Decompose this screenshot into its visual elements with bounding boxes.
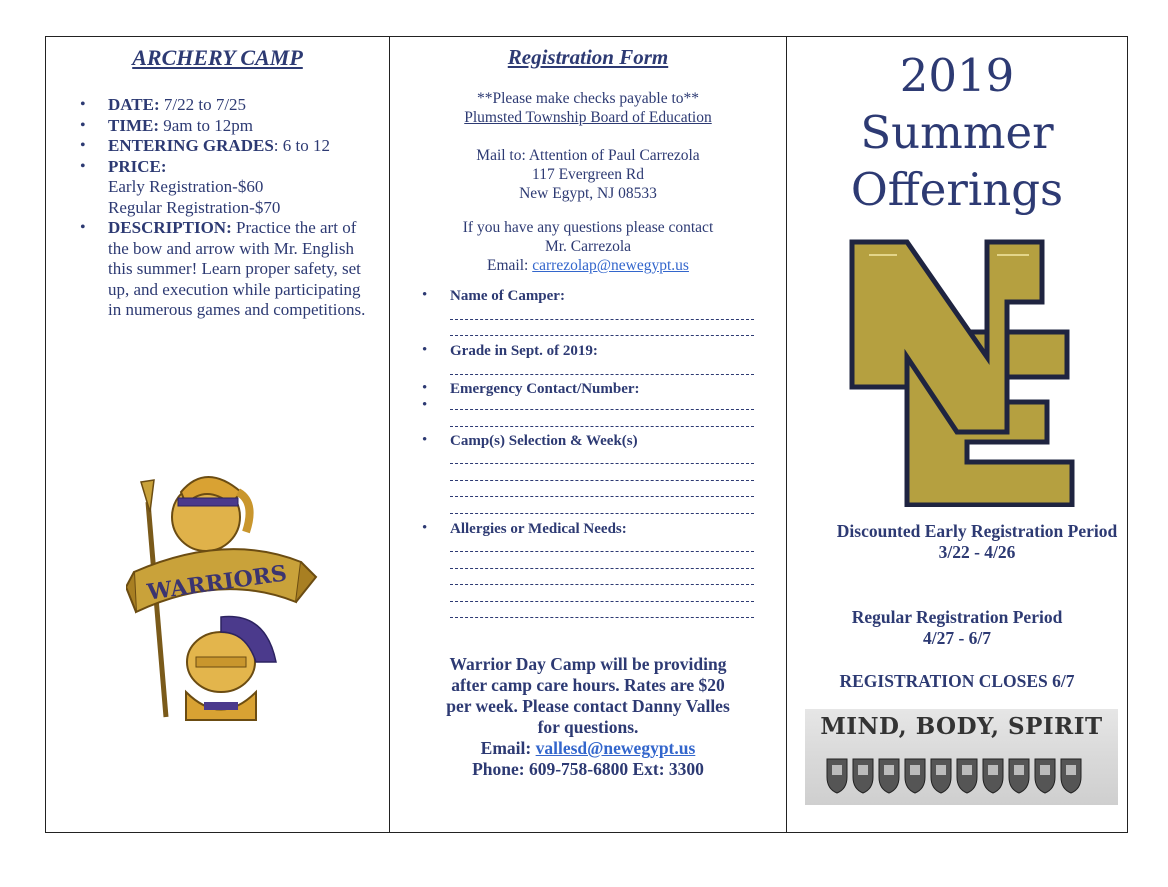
description-item [80, 218, 370, 321]
field-camper-line[interactable] [450, 323, 767, 340]
checks-line: **Please make checks payable to** [476, 90, 700, 107]
description-value: Practice the art of the bow and arrow with Mr. English this summer! Learn proper safety, set up, and execution while participating in numerous games and competitions. [108, 218, 366, 319]
daycamp-email-prefix: Email: [480, 738, 536, 758]
daycamp-email-link[interactable]: vallesd@newegypt.us [535, 738, 696, 758]
registration-title: Registration Form [507, 45, 669, 69]
price-regular: Regular Registration-$70 [108, 197, 281, 217]
field-allergies-line[interactable] [450, 588, 767, 605]
date-label: DATE: [108, 95, 160, 114]
registration-column [390, 37, 786, 832]
mail-line-2: 117 Evergreen Rd [532, 166, 644, 183]
daycamp-phone: Phone: 609-758-6800 Ext: 3300 [472, 759, 704, 779]
mail-block [390, 146, 786, 203]
cover-column [787, 37, 1127, 832]
daycamp-email-line [390, 738, 786, 759]
field-camper-line[interactable] [450, 306, 767, 323]
time-item [80, 116, 370, 137]
mascot-banner-text: WARRIORS [145, 560, 289, 606]
description-label: DESCRIPTION: [108, 218, 232, 237]
payee: Plumsted Township Board of Education [464, 109, 712, 126]
archery-column [46, 37, 389, 832]
price-early: Early Registration-$60 [108, 177, 264, 196]
registration-closes: REGISTRATION CLOSES 6/7 [839, 671, 1075, 691]
field-emergency-lines [422, 397, 767, 430]
mind-body-spirit-banner [805, 709, 1118, 805]
daycamp-text: Warrior Day Camp will be providing after camp care hours. Rates are $20 per week. Please contact Danny Valles for questions. [446, 654, 730, 737]
field-camps-line[interactable] [450, 467, 767, 484]
questions-line-1: If you have any questions please contact [462, 219, 714, 236]
grades-value: : 6 to 12 [273, 136, 330, 155]
field-emergency-line[interactable] [450, 397, 767, 414]
archery-title: ARCHERY CAMP [132, 45, 303, 70]
crest-row-image [805, 753, 1118, 803]
cover-title-line-1: 2019 [899, 49, 1015, 102]
regular-registration-block [787, 607, 1127, 649]
registration-fields [422, 287, 767, 621]
date-value: 7/22 to 7/25 [159, 95, 247, 114]
field-camps-line[interactable] [450, 500, 767, 517]
field-camps-label: • Camp(s) Selection & Week(s) [450, 432, 638, 449]
grades-label: ENTERING GRADES [108, 136, 274, 155]
field-camper-label: • Name of Camper: [450, 288, 565, 304]
field-emergency-line[interactable] [450, 413, 767, 430]
field-allergies-line[interactable] [450, 572, 767, 589]
time-value: 9am to 12pm [159, 115, 253, 135]
field-camps-line[interactable] [450, 451, 767, 468]
field-grade [422, 342, 767, 378]
field-grade-label: • Grade in Sept. of 2019: [450, 343, 598, 359]
warriors-mascot-image [126, 462, 326, 722]
field-allergies-line[interactable] [450, 605, 767, 622]
questions-block [390, 218, 786, 275]
field-allergies-line[interactable] [450, 555, 767, 572]
brochure-frame [45, 36, 1128, 833]
field-allergies-label: • Allergies or Medical Needs: [450, 520, 627, 537]
price-label: PRICE: [108, 156, 167, 176]
field-camps-line[interactable] [450, 484, 767, 501]
field-grade-line[interactable] [450, 361, 767, 378]
time-label: TIME: [108, 115, 159, 135]
email-line [390, 256, 786, 275]
mail-line-3: New Egypt, NJ 08533 [519, 185, 657, 202]
early-period-label: Discounted Early Registration Period [836, 521, 1118, 541]
mail-line-1: Mail to: Attention of Paul Carrezola [476, 147, 700, 164]
cover-title [787, 47, 1127, 218]
ne-logo-image [847, 237, 1077, 507]
motto-text: MIND, BODY, SPIRIT [820, 713, 1103, 740]
contact-email-link[interactable]: carrezolap@newegypt.us [532, 257, 689, 274]
cover-title-line-2: Summer [860, 106, 1054, 159]
checks-block [390, 89, 786, 127]
price-item [80, 157, 370, 219]
email-prefix: Email: [487, 257, 533, 274]
archery-details-list [80, 95, 370, 321]
regular-period-label: Regular Registration Period [851, 607, 1063, 627]
regular-period-dates: 4/27 - 6/7 [922, 628, 992, 648]
field-allergies-line[interactable] [450, 539, 767, 556]
field-emergency-label: • Emergency Contact/Number: [450, 380, 640, 397]
field-camps [422, 432, 767, 517]
date-item [80, 95, 370, 116]
early-registration-block [787, 521, 1167, 563]
field-camper [422, 287, 767, 339]
field-allergies [422, 520, 767, 622]
daycamp-block [390, 654, 786, 780]
cover-title-line-3: Offerings [850, 163, 1064, 216]
early-period-dates: 3/22 - 4/26 [938, 542, 1016, 562]
grades-item [80, 136, 370, 157]
questions-line-2: Mr. Carrezola [544, 238, 632, 255]
